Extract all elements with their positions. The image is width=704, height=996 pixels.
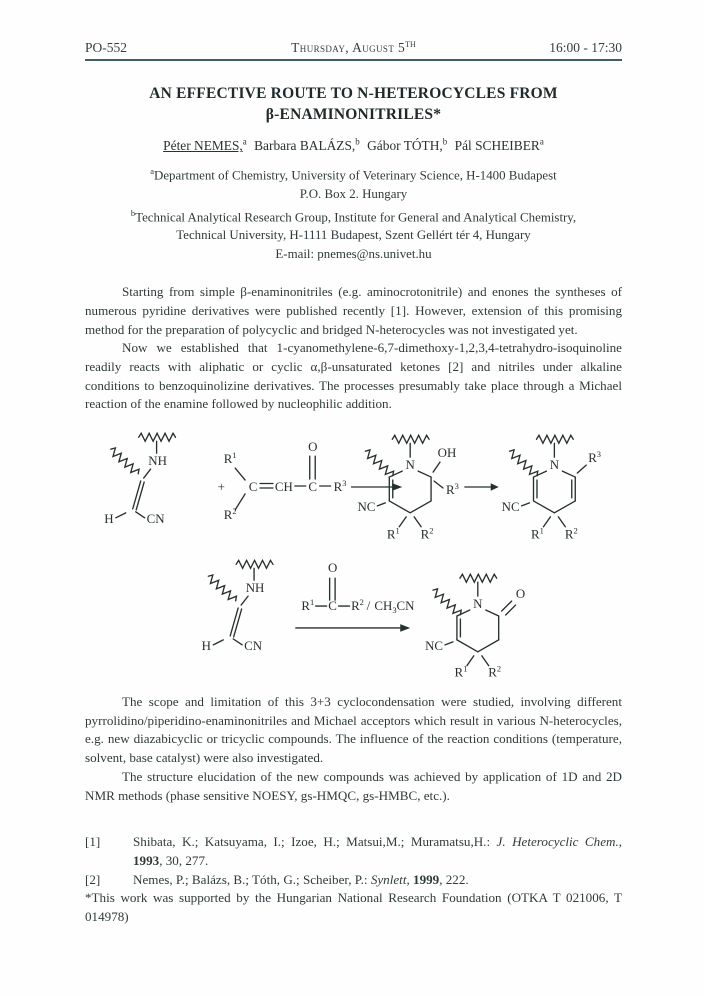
reaction-scheme-1 xyxy=(85,427,622,550)
abstract-paragraph-4: The structure elucidation of the new compounds was achieved by application of 1D and 2D NMR methods (phase sensitive NOESY, gs-HMQC, gs-HMBC, etc.). xyxy=(85,768,622,803)
affiliation-b-line-1: $^b$Technical Analytical Research Group, Institute for General and Analytical Chemistry, xyxy=(130,207,577,224)
author-1: Péter NEMES,$^a$ xyxy=(163,137,247,154)
atom-label-cn: CN xyxy=(244,637,263,653)
wavy-bond xyxy=(206,573,239,604)
substituent-r3: $R^3$ xyxy=(333,478,347,494)
atom-label-nh: NH xyxy=(245,580,265,596)
substituent-r1: $R^1$ xyxy=(386,525,400,542)
wavy-bond xyxy=(108,446,141,477)
solvent-acetonitrile: $CH_3CN$ xyxy=(374,598,415,616)
author-2: Barbara BALÁZS,$^b$ xyxy=(254,137,360,154)
substituent-r2: $R^2$ xyxy=(420,525,434,542)
substituent-r1: $R^1$ xyxy=(223,450,237,467)
substituent-r2: $R^2$ xyxy=(223,505,237,522)
reagent-formula xyxy=(301,560,415,615)
substituent-r1: $R^1$ xyxy=(454,663,468,680)
atom-label-cn: CN xyxy=(146,510,165,526)
title-line-1: AN EFFECTIVE ROUTE TO N-HETEROCYCLES FROM xyxy=(149,85,558,102)
reaction-arrow xyxy=(465,483,499,491)
substituent-r2: $R^2$ xyxy=(351,597,364,614)
session-header xyxy=(85,40,622,56)
atom-label-nh: NH xyxy=(148,453,167,469)
atom-label-o: O xyxy=(308,439,318,455)
reference-1-number: [1] xyxy=(85,834,101,850)
wavy-bond xyxy=(236,560,273,568)
reaction-arrow xyxy=(352,483,403,491)
session-date: Thursday, August 5TH xyxy=(291,40,416,55)
author-3: Gábor TÓTH,$^b$ xyxy=(367,137,448,154)
reference-2-number: [2] xyxy=(85,871,101,887)
atom-label-n: N xyxy=(405,457,415,473)
scheme-1-drawing xyxy=(85,427,622,545)
session-code: PO-552 xyxy=(85,40,128,55)
abstract-paragraph-1: Starting from simple β-enaminonitriles (e.g. aminocrotonitrile) and enones the syntheses of numerous pyridine derivatives were published recently [1]. However, extension of this promising method for the preparation of polycyclic and bridged N-heterocycles was not investigated yet. xyxy=(85,284,622,337)
atom-label-c: C xyxy=(308,478,318,494)
wavy-bond xyxy=(460,574,497,582)
abstract-body xyxy=(85,283,622,414)
atom-label-n: N xyxy=(473,596,483,612)
abstract-paragraph-3: The scope and limitation of this 3+3 cyclocondensation were studied, involving different pyrrolidino/piperidino-enaminonitriles and Michael acceptors which result in various N-heterocycles, e.g. new diazabicyclic or tricyclic compounds. The influence of the reaction conditions (temperature, solvent, base catalyst) were also investigated. xyxy=(85,694,622,766)
affiliations xyxy=(85,162,622,263)
reference-2: [2] Nemes, P.; Balázs, B.; Tóth, G.; Scheiber, P.: Synlett, 1999, 222. xyxy=(85,871,622,890)
atom-label-ch: CH xyxy=(274,478,293,494)
reaction-scheme-2 xyxy=(85,552,622,687)
author-4: Pál SCHEIBER$^a$ xyxy=(454,137,544,154)
wavy-bond xyxy=(363,448,396,479)
atom-label-nc: NC xyxy=(501,498,520,514)
atom-label-oh: OH xyxy=(437,445,457,461)
substituent-r3: $R^3$ xyxy=(588,449,602,466)
atom-label-c: C xyxy=(328,598,337,614)
atom-label-c: C xyxy=(248,478,258,494)
header-rule xyxy=(85,59,622,61)
title-line-2: β-ENAMINONITRILES* xyxy=(265,106,442,123)
atom-label-o: O xyxy=(515,586,526,602)
funding-footnote: *This work was supported by the Hungarian National Research Foundation (OTKA T 021006, T 014978) xyxy=(85,890,622,925)
structure-dihydropyridine-product xyxy=(502,435,601,541)
structure-enone xyxy=(224,439,347,522)
structure-hydroxy-intermediate xyxy=(357,435,458,541)
substituent-r2: $R^2$ xyxy=(564,525,578,542)
wavy-bond xyxy=(392,435,429,443)
session-time: 16:00 - 17:30 xyxy=(549,40,622,55)
substituent-r2: $R^2$ xyxy=(488,663,502,680)
substituent-r3: $R^3$ xyxy=(445,480,459,497)
abstract-paragraph-2: Now we established that 1-cyanomethylene-6,7-dimethoxy-1,2,3,4-tetrahydro-isoquinoline readily reacts with aliphatic or cyclic α,β-unsaturated ketones [2] and nitriles under alkaline conditions to benzoquinolizine derivatives. The processes presumably take place through a Michael reaction of the enamine followed by nucleophilic addition. xyxy=(85,340,622,412)
reference-list xyxy=(85,833,622,927)
substituent-r1: $R^1$ xyxy=(531,525,544,542)
reaction-arrow xyxy=(296,624,410,632)
atom-label-nc: NC xyxy=(357,498,376,514)
structure-lactam-product xyxy=(425,574,525,679)
wavy-bond xyxy=(507,448,540,479)
wavy-bond xyxy=(536,435,573,443)
structure-enaminonitrile xyxy=(104,433,175,526)
reference-1: [1] Shibata, K.; Katsuyama, I.; Izoe, H.; Matsui,M.; Muramatsu,H.: J. Heterocyclic Chem., 1993, 30, 277. xyxy=(85,834,623,868)
affiliation-a-line-2: P.O. Box 2. Hungary xyxy=(299,187,408,202)
affiliation-b-line-2: Technical University, H-1111 Budapest, Szent Gellért tér 4, Hungary xyxy=(176,228,531,243)
author-list xyxy=(85,137,622,154)
substituent-r1: $R^1$ xyxy=(301,597,315,614)
structure-enaminonitrile xyxy=(202,560,273,653)
affiliation-a-line-1: $^a$Department of Chemistry, University of Veterinary Science, H-1400 Budapest xyxy=(150,166,557,183)
atom-label-n: N xyxy=(549,457,560,473)
wavy-bond xyxy=(139,433,176,441)
plus-sign: + xyxy=(217,478,225,494)
date-ordinal-suffix: TH xyxy=(405,40,416,49)
scheme-2-drawing xyxy=(85,552,622,682)
page-title xyxy=(85,83,622,125)
wavy-bond xyxy=(430,587,463,618)
contact-email: E-mail: pnemes@ns.univet.hu xyxy=(275,246,432,261)
atom-label-h: H xyxy=(104,510,114,526)
slash-separator: / xyxy=(366,598,371,614)
atom-label-h: H xyxy=(201,637,211,653)
atom-label-nc: NC xyxy=(425,637,443,653)
atom-label-o: O xyxy=(327,560,338,576)
